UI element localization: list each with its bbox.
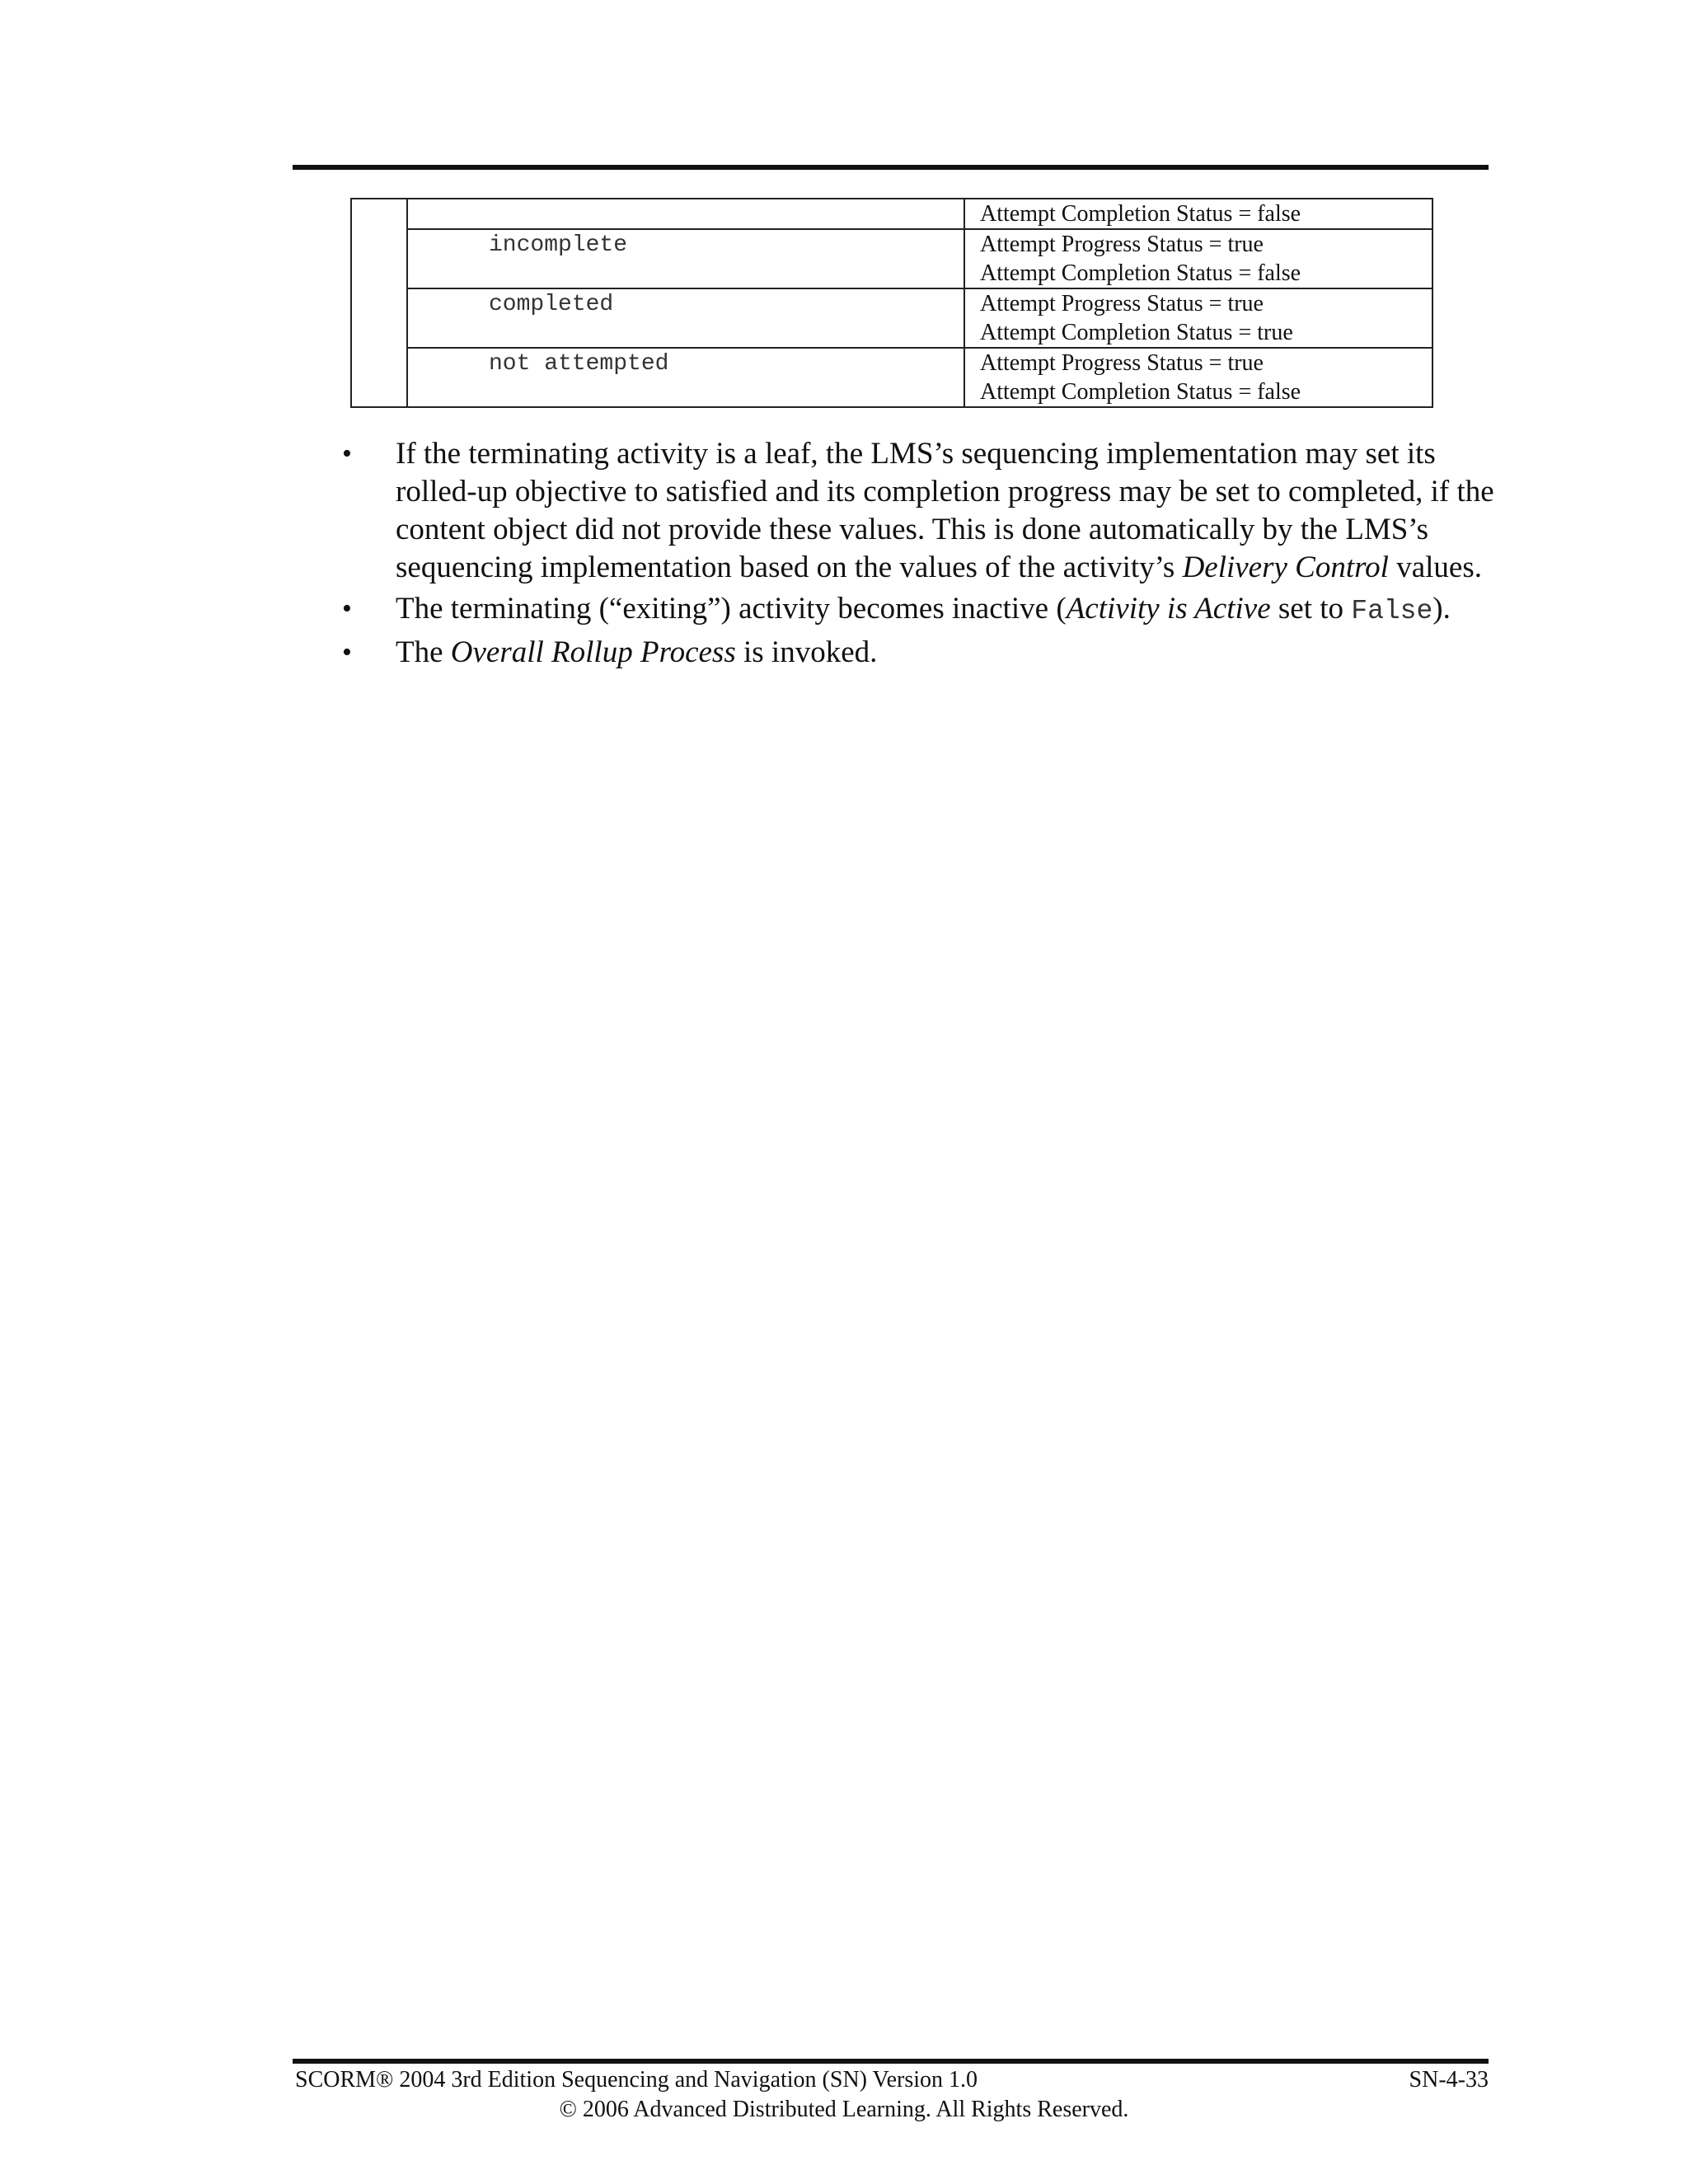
footer-page-number: SN-4-33 bbox=[1409, 2067, 1489, 2093]
status-mapping-table bbox=[350, 198, 1430, 405]
status-table bbox=[350, 198, 1433, 408]
bullet-item: • If the terminating activity is a leaf, the LMS’s sequencing implementation may set its rolled-up objective to satisfied and its completion progress may be set to completed, if the content object did not provide these values. This is done automatically by the LMS’s sequencing implementation based on the values of the activity’s Delivery Control values. bbox=[342, 437, 1494, 584]
bullet-icon: • bbox=[342, 438, 352, 469]
footer-copyright: © 2006 Advanced Distributed Learning. All Rights Reserved. bbox=[559, 2097, 1129, 2122]
footer-document-title: SCORM® 2004 3rd Edition Sequencing and Navigation (SN) Version 1.0 bbox=[295, 2067, 978, 2093]
result-line: Attempt Progress Status = true bbox=[980, 350, 1264, 376]
table-cell-result bbox=[964, 348, 1432, 407]
result-line: Attempt Progress Status = true bbox=[980, 232, 1264, 257]
bullet-list bbox=[342, 435, 1496, 675]
table-cell-value: incomplete bbox=[407, 229, 964, 288]
table-cell-value: completed bbox=[407, 288, 964, 348]
bullet-icon: • bbox=[342, 637, 352, 668]
table-row bbox=[351, 199, 1432, 229]
table-cell-result bbox=[964, 288, 1432, 348]
bullet-item: • The terminating (“exiting”) activity becomes inactive (Activity is Active set to False). bbox=[342, 592, 1451, 626]
table-cell-value bbox=[407, 199, 964, 229]
header-rule bbox=[293, 165, 1489, 170]
footer-rule bbox=[293, 2059, 1489, 2064]
table-row bbox=[351, 348, 1432, 407]
table-row bbox=[351, 288, 1432, 348]
table-cell-result bbox=[964, 229, 1432, 288]
result-line: Attempt Completion Status = false bbox=[980, 379, 1301, 405]
bullet-item: • The Overall Rollup Process is invoked. bbox=[342, 634, 1496, 672]
result-line: Attempt Completion Status = true bbox=[980, 320, 1293, 345]
result-line: Attempt Completion Status = false bbox=[980, 260, 1301, 286]
result-line: Attempt Completion Status = false bbox=[980, 201, 1301, 227]
bullet-icon: • bbox=[342, 593, 352, 624]
table-indent-cell bbox=[351, 199, 407, 407]
result-line: Attempt Progress Status = true bbox=[980, 291, 1264, 316]
table-cell-value: not attempted bbox=[407, 348, 964, 407]
table-row bbox=[351, 229, 1432, 288]
table-cell-result bbox=[964, 199, 1432, 229]
